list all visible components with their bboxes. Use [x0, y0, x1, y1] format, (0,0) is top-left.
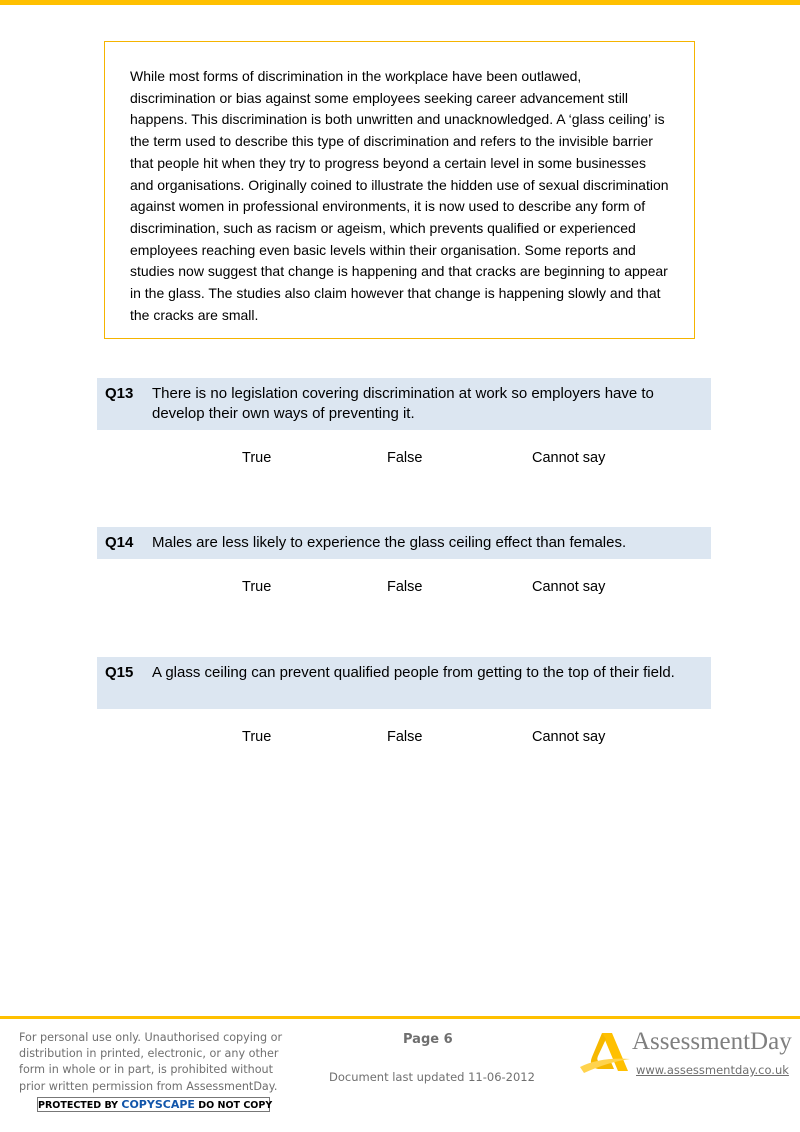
question-number: Q15 — [105, 664, 134, 681]
answer-options — [97, 559, 711, 595]
copyscape-suffix: DO NOT COPY — [198, 1100, 273, 1111]
copyright-disclaimer: For personal use only. Unauthorised copying or distribution in printed, electronic, or any other form in whole or in part, is prohibited without prior written permission from AssessmentDay. — [19, 1031, 283, 1093]
passage-text: While most forms of discrimination in the workplace have been outlawed, discrimination or bias against some employees seeking career advancement still happens. This discrimination is both unwritten and unacknowledged. A ‘glass ceiling’ is the term used to describe this type of discrimination and refers to the invisible barrier that people hit when they try to progress beyond a certain level in some businesses and organisations. Originally coined to illustrate the hidden use of sexual discrimination against women in professional environments, it is now used to describe any form of discrimination, such as racism or ageism, which prevents qualified or experienced employees reaching even basic levels within their organisation. Some reports and studies now suggest that change is happening and that cracks are beginning to appear in the glass. The studies also claim however that change is happening slowly and that the cracks are small. — [130, 68, 669, 323]
question-14 — [97, 527, 711, 595]
question-15 — [97, 657, 711, 745]
option-true[interactable]: True — [242, 579, 272, 595]
option-true[interactable]: True — [242, 729, 272, 745]
question-text: A glass ceiling can prevent qualified people from getting to the top of their field. — [152, 664, 675, 681]
question-text: There is no legislation covering discrimination at work so employers have to develop their own ways of preventing it. — [152, 385, 654, 422]
option-cannot-say[interactable]: Cannot say — [532, 450, 606, 466]
question-header — [97, 378, 711, 430]
document-updated-date: Document last updated 11-06-2012 — [329, 1070, 535, 1084]
answer-options — [97, 430, 711, 466]
option-true[interactable]: True — [242, 450, 272, 466]
copyscape-brand: COPYSCAPE — [121, 1098, 195, 1111]
logo-text: AssessmentDay — [632, 1028, 792, 1055]
copyscape-prefix: PROTECTED BY — [38, 1100, 119, 1111]
question-number: Q13 — [105, 385, 134, 402]
option-cannot-say[interactable]: Cannot say — [532, 579, 606, 595]
passage-box — [104, 41, 695, 339]
option-false[interactable]: False — [387, 729, 423, 745]
option-false[interactable]: False — [387, 450, 423, 466]
answer-options — [97, 709, 711, 745]
page-number: Page 6 — [403, 1032, 453, 1047]
question-header — [97, 657, 711, 709]
assessmentday-logo-icon — [578, 1029, 630, 1075]
copyscape-badge[interactable] — [37, 1097, 273, 1112]
top-accent-bar — [0, 0, 800, 5]
question-header — [97, 527, 711, 559]
question-text: Males are less likely to experience the glass ceiling effect than females. — [152, 534, 627, 551]
option-false[interactable]: False — [387, 579, 423, 595]
question-13 — [97, 378, 711, 466]
question-number: Q14 — [105, 534, 134, 551]
footer-divider — [0, 1016, 800, 1019]
option-cannot-say[interactable]: Cannot say — [532, 729, 606, 745]
website-link[interactable]: www.assessmentday.co.uk — [636, 1063, 789, 1077]
